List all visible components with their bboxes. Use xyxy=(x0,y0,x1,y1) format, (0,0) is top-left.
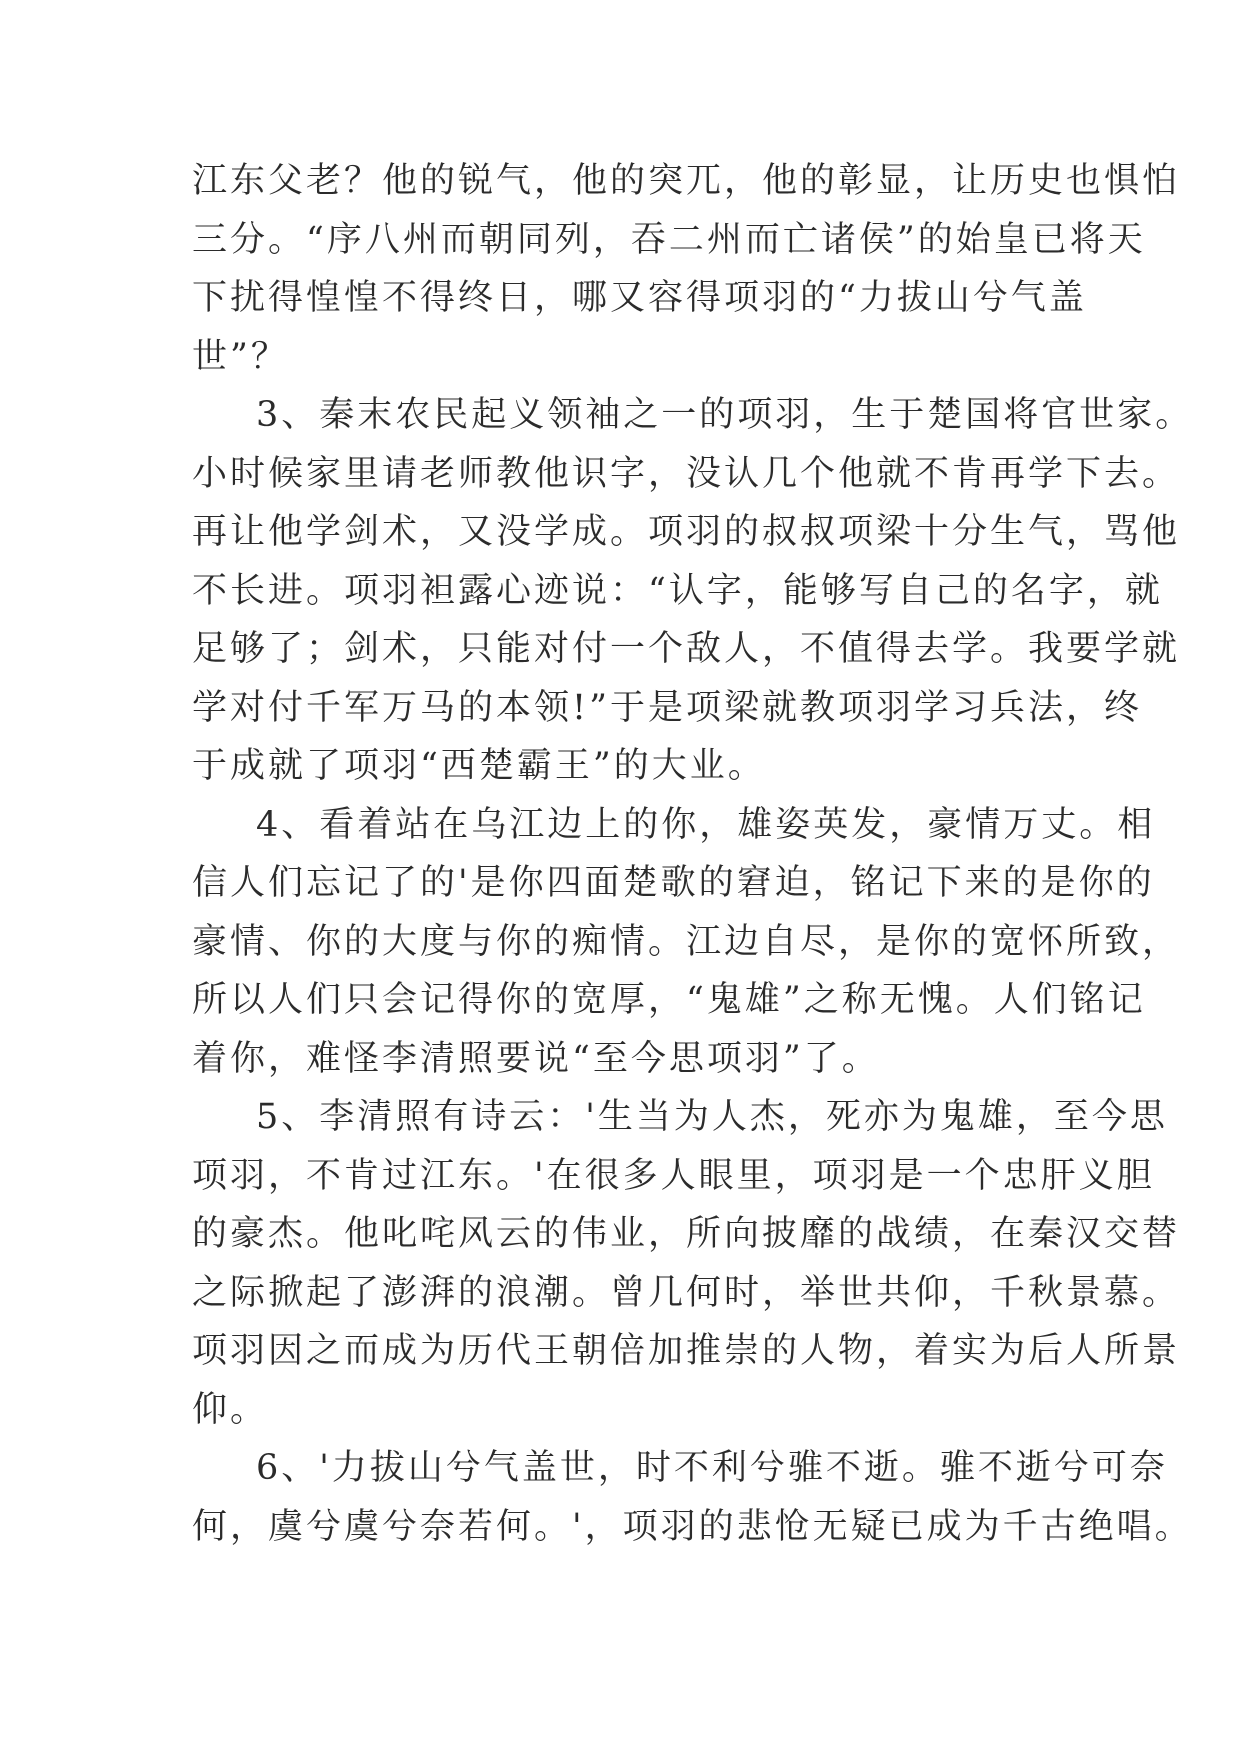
document-page xyxy=(192,152,1194,1556)
text-line: 学对付千军万马的本领!”于是项梁就教项羽学习兵法，终 xyxy=(192,687,1142,728)
text-line: 不长进。项羽袒露心迹说：“认字，能够写自己的名字，就 xyxy=(192,570,1163,611)
text-line: 再让他学剑术，又没学成。项羽的叔叔项梁十分生气，骂他 xyxy=(192,512,1181,552)
text-line: 之际掀起了澎湃的浪潮。曾几何时，举世共仰，千秋景慕。 xyxy=(192,1272,1181,1313)
text-line: 足够了；剑术，只能对付一个敌人，不值得去学。我要学就 xyxy=(192,629,1181,669)
text-line: 5、李清照有诗云：'生当为人杰，死亦为鬼雄，至今思 xyxy=(256,1097,1168,1137)
text-line: 豪情、你的大度与你的痴情。江边自尽，是你的宽怀所致， xyxy=(192,921,1181,962)
text-line: 世”？ xyxy=(192,336,289,377)
paragraph xyxy=(192,796,1181,1089)
paragraph xyxy=(192,1439,1193,1556)
paragraph xyxy=(192,1088,1181,1439)
text-line: 仰。 xyxy=(192,1389,269,1430)
text-line: 4、看着站在乌江边上的你，雄姿英发，豪情万丈。相 xyxy=(256,804,1156,845)
text-line: 的豪杰。他叱咤风云的伟业，所向披靡的战绩，在秦汉交替 xyxy=(192,1214,1181,1254)
text-line: 信人们忘记了的'是你四面楚歌的窘迫，铭记下来的是你的 xyxy=(192,863,1155,903)
text-line: 着你，难怪李清照要说“至今思项羽”了。 xyxy=(192,1038,880,1079)
paragraph xyxy=(192,386,1194,796)
text-line: 三分。“序八州而朝同列，吞二州而亡诸侯”的始皇已将天 xyxy=(192,219,1146,260)
text-line: 何，虞兮虞兮奈若何。'，项羽的悲怆无疑已成为千古绝唱。 xyxy=(192,1506,1193,1547)
text-line: 于成就了项羽“西楚霸王”的大业。 xyxy=(192,746,766,786)
text-line: 下扰得惶惶不得终日，哪又容得项羽的“力拔山兮气盖 xyxy=(192,278,1087,318)
text-line: 所以人们只会记得你的宽厚，“鬼雄”之称无愧。人们铭记 xyxy=(192,980,1146,1020)
text-line: 3、秦末农民起义领袖之一的项羽，生于楚国将官世家。 xyxy=(256,395,1194,435)
text-line: 小时候家里请老师教他识字，没认几个他就不肯再学下去。 xyxy=(192,453,1181,494)
text-line: 项羽因之而成为历代王朝倍加推崇的人物，着实为后人所景 xyxy=(192,1331,1181,1371)
text-line: 6、'力拔山兮气盖世，时不利兮骓不逝。骓不逝兮可奈 xyxy=(256,1448,1168,1488)
text-line: 项羽，不肯过江东。'在很多人眼里，项羽是一个忠肝义胆 xyxy=(192,1155,1155,1196)
paragraph xyxy=(192,152,1181,386)
text-line: 江东父老？他的锐气，他的突兀，他的彰显，让历史也惧怕 xyxy=(192,161,1181,201)
